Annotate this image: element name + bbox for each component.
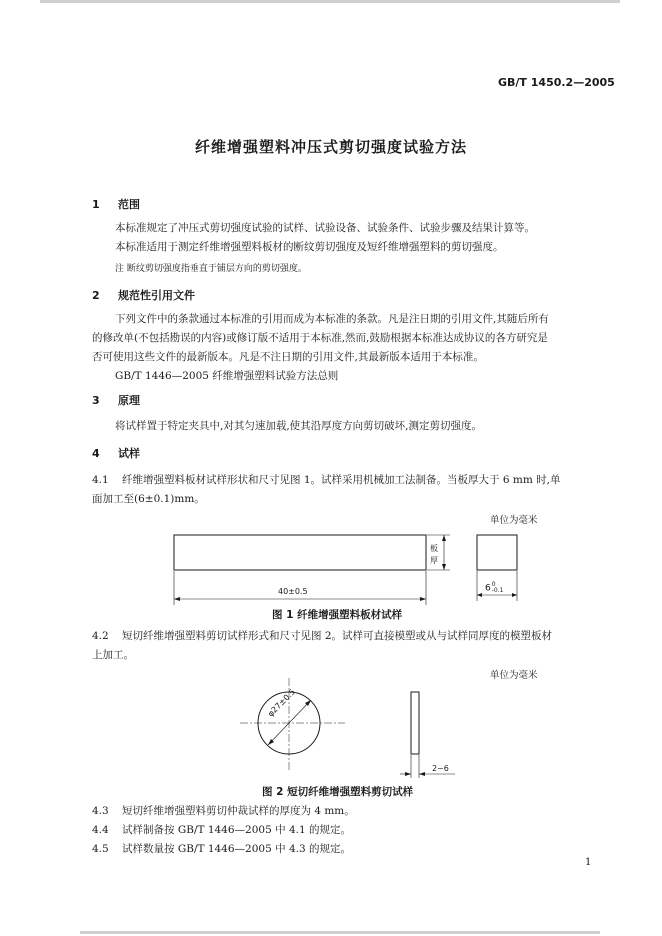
section-number: 3 <box>92 394 100 407</box>
clause-4-2-line-2: 上加工。 <box>92 649 134 661</box>
clause-text: 短切纤维增强塑料剪切仲裁试样的厚度为 4 mm。 <box>122 805 355 817</box>
tolerance-upper: 0 <box>491 581 496 588</box>
page-number: 1 <box>585 857 592 868</box>
figure-1-length-label: 40±0.5 <box>278 587 308 596</box>
clause-number: 4.1 <box>92 474 109 486</box>
figure-1-drawing <box>160 525 540 610</box>
disc-specimen-side-view <box>411 692 419 754</box>
scan-edge-top <box>40 0 620 3</box>
section-3-heading <box>92 392 140 408</box>
scan-edge-bottom <box>80 931 600 934</box>
side-dimension-nominal: 6 <box>485 583 491 594</box>
section-number: 1 <box>92 198 100 211</box>
side-dimension-tolerance <box>492 582 504 594</box>
standard-number: GB/T 1450.2—2005 <box>498 76 615 89</box>
s2-paragraph-line-3: 否可使用这些文件的最新版本。凡是不注日期的引用文件,其最新版本适用于本标准。 <box>92 351 484 363</box>
clause-4-1-line-1 <box>92 471 560 490</box>
section-number: 2 <box>92 289 100 302</box>
s2-paragraph-line-2: 的修改单(不包括勘误的内容)或修订版不适用于本标准,然而,鼓励根据本标准达成协议的各方研究是 <box>92 332 548 344</box>
thickness-label-char: 板 <box>430 544 438 553</box>
clause-text: 短切纤维增强塑料剪切试样形式和尺寸见图 2。试样可直接模塑或从与试样同厚度的模塑板材 <box>122 630 553 642</box>
figure-1-caption: 图 1 纤维增强塑料板材试样 <box>272 609 403 621</box>
s2-paragraph-line-1: 下列文件中的条款通过本标准的引用而成为本标准的条款。凡是注日期的引用文件,其随后所有 <box>115 313 549 325</box>
figure-2-caption: 图 2 短切纤维增强塑料剪切试样 <box>262 786 414 798</box>
clause-number: 4.2 <box>92 630 109 642</box>
clause-4-5 <box>92 840 351 859</box>
figure-2-unit-label: 单位为毫米 <box>490 670 538 681</box>
figure-1-thickness-label <box>430 543 438 567</box>
section-number: 4 <box>92 447 100 460</box>
figure-2-diameter-label: φ27±0.5 <box>266 687 298 719</box>
section-title: 范围 <box>118 198 140 211</box>
s1-paragraph-1: 本标准规定了冲压式剪切强度试验的试样、试验设备、试验条件、试验步骤及结果计算等。 <box>115 222 535 234</box>
section-4-heading <box>92 445 140 461</box>
section-2-heading <box>92 287 195 303</box>
page-title: 纤维增强塑料冲压式剪切强度试验方法 <box>194 138 467 156</box>
section-title: 试样 <box>118 447 140 460</box>
clause-text: 试样制备按 GB/T 1446—2005 中 4.1 的规定。 <box>122 824 351 836</box>
clause-4-1-line-2: 面加工至(6±0.1)mm。 <box>92 493 205 505</box>
clause-number: 4.4 <box>92 824 109 836</box>
s1-note: 注 断纹剪切强度指垂直于铺层方向的剪切强度。 <box>115 264 307 274</box>
clause-4-2-line-1 <box>92 627 552 646</box>
s1-paragraph-2: 本标准适用于测定纤维增强塑料板材的断纹剪切强度及短纤维增强塑料的剪切强度。 <box>115 241 504 253</box>
section-title: 规范性引用文件 <box>118 289 195 302</box>
tolerance-lower: -0.1 <box>491 587 504 594</box>
section-title: 原理 <box>118 394 140 407</box>
plate-specimen-side-view <box>477 535 517 570</box>
clause-number: 4.5 <box>92 843 109 855</box>
s3-paragraph: 将试样置于特定夹具中,对其匀速加载,使其沿厚度方向剪切破坏,测定剪切强度。 <box>115 420 483 432</box>
figure-1-side-dimension <box>485 582 503 594</box>
clause-number: 4.3 <box>92 805 109 817</box>
clause-text: 纤维增强塑料板材试样形状和尺寸见图 1。试样采用机械加工法制备。当板厚大于 6 mm 时,单 <box>122 474 561 486</box>
clause-4-4 <box>92 821 351 840</box>
section-1-heading <box>92 196 140 212</box>
figure-2-thickness-label: 2~6 <box>432 764 449 773</box>
s2-normative-reference: GB/T 1446—2005 纤维增强塑料试验方法总则 <box>115 370 339 382</box>
thickness-label-char: 厚 <box>430 556 438 565</box>
clause-text: 试样数量按 GB/T 1446—2005 中 4.3 的规定。 <box>122 843 351 855</box>
plate-specimen-front-view <box>174 535 426 570</box>
clause-4-3 <box>92 802 355 821</box>
figure-1-unit-label: 单位为毫米 <box>490 515 538 526</box>
